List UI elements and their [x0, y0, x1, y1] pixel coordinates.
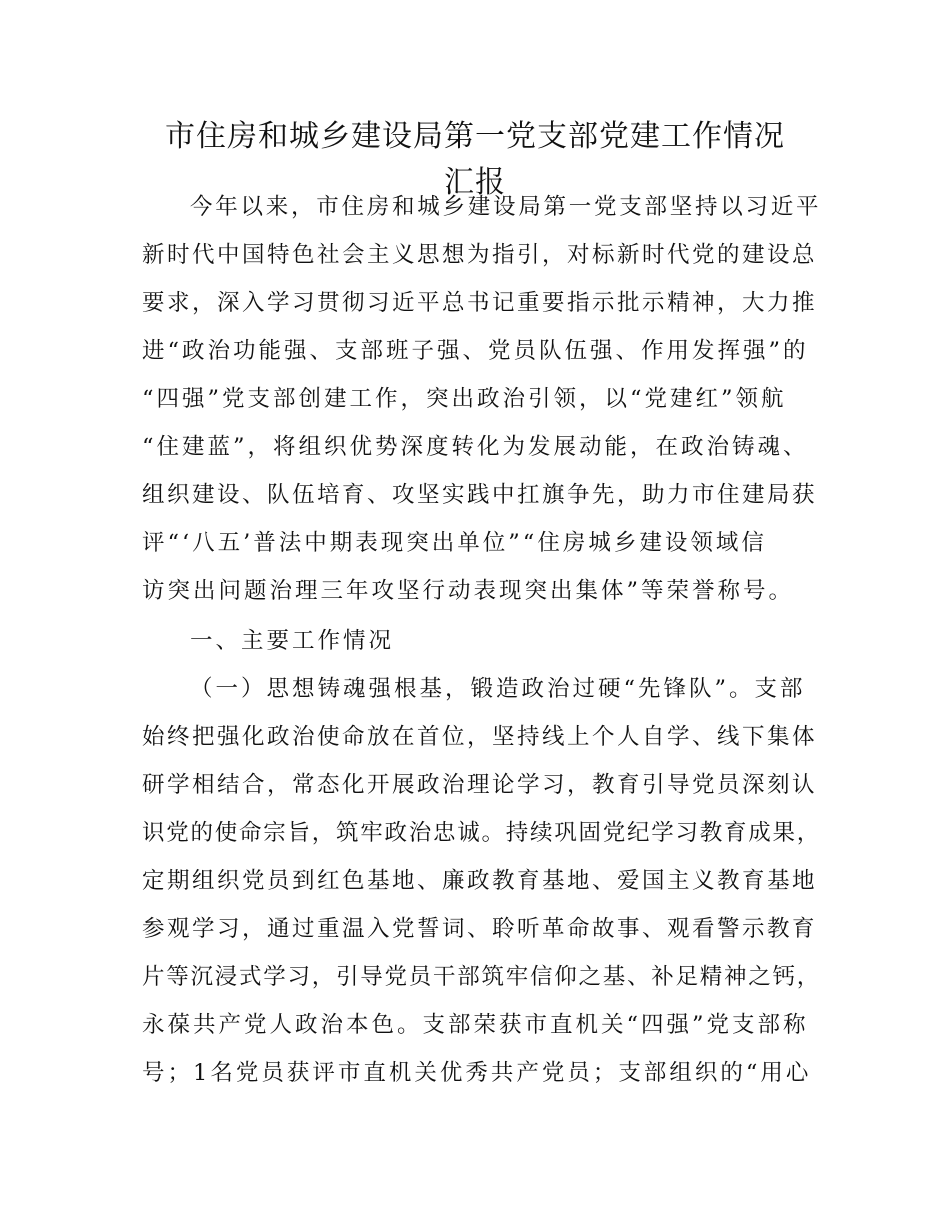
document-title-line-1: 市住房和城乡建设局第一党支部党建工作情况 [165, 119, 785, 154]
text-line: 新时代中国特色社会主义思想为指引，对标新时代党的建设总 [142, 242, 818, 268]
text-line: 识党的使命宗旨，筑牢政治忠诚。持续巩固党纪学习教育成果， [142, 820, 822, 846]
text-line: 进“政治功能强、支部班子强、党员队伍强、作用发挥强”的 [142, 338, 809, 364]
text-line: 研学相结合，常态化开展政治理论学习，教育引导党员深刻认 [142, 772, 818, 798]
text-line: 今年以来，市住房和城乡建设局第一党支部坚持以习近平 [190, 194, 822, 220]
section-heading: 一、主要工作情况 [190, 628, 395, 654]
text-line: 定期组织党员到红色基地、廉政教育基地、爱国主义教育基地 [142, 868, 818, 894]
text-line: 评“‘八五’普法中期表现突出单位”“住房城乡建设领域信 [142, 530, 767, 556]
document-title-line-2: 汇报 [444, 165, 506, 200]
text-line: 访突出问题治理三年攻坚行动表现突出集体”等荣誉称号。 [142, 578, 795, 604]
text-line: 参观学习，通过重温入党誓词、聆听革命故事、观看警示教育 [142, 916, 818, 942]
text-line: 组织建设、队伍培育、攻坚实践中扛旗争先，助力市住建局获 [142, 482, 818, 508]
text-line: “住建蓝”，将组织优势深度转化为发展动能，在政治铸魂、 [142, 434, 809, 460]
text-line: 片等沉浸式学习，引导党员干部筑牢信仰之基、补足精神之钙， [142, 964, 822, 990]
text-line: “四强”党支部创建工作，突出政治引领，以“党建红”领航 [142, 386, 787, 412]
text-line: 始终把强化政治使命放在首位，坚持线上个人自学、线下集体 [142, 724, 818, 750]
text-line: 要求，深入学习贯彻习近平总书记重要指示批示精神，大力推 [142, 290, 818, 316]
text-line: （一）思想铸魂强根基，锻造政治过硬“先锋队”。支部 [190, 676, 806, 702]
text-line: 永葆共产党人政治本色。支部荣获市直机关“四强”党支部称 [142, 1012, 809, 1038]
text-line: 号；1名党员获评市直机关优秀共产党员；支部组织的“用心 [142, 1060, 812, 1086]
